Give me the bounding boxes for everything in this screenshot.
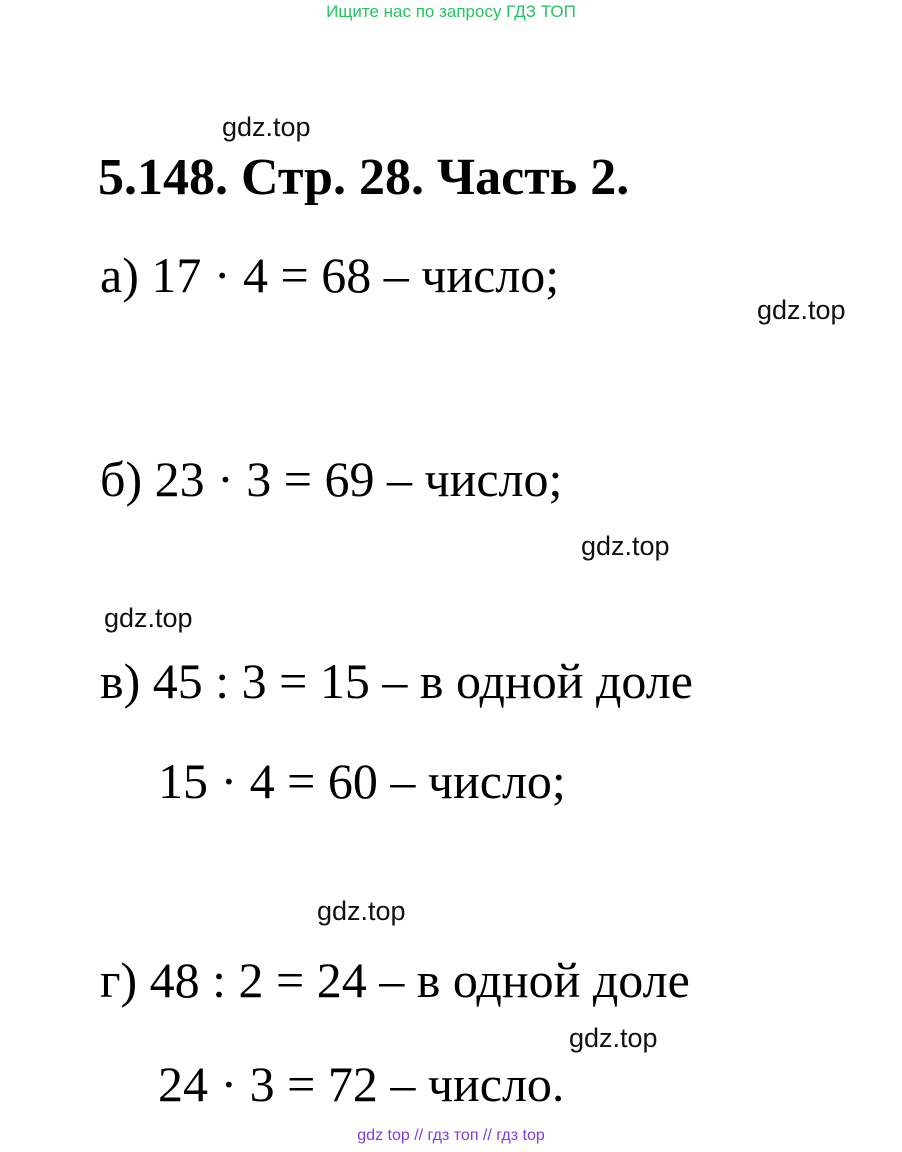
watermark: gdz.top bbox=[757, 295, 846, 325]
watermark: gdz.top bbox=[317, 896, 406, 926]
solution-line-g-1: г) 48 : 2 = 24 – в одной доле bbox=[100, 952, 690, 1008]
top-banner: Ищите нас по запросу ГДЗ ТОП bbox=[326, 2, 576, 21]
watermark: gdz.top bbox=[569, 1023, 658, 1053]
watermark: gdz.top bbox=[222, 112, 311, 142]
solution-line-v-2: 15 · 4 = 60 – число; bbox=[158, 753, 566, 809]
solution-line-a: а) 17 · 4 = 68 – число; bbox=[100, 247, 560, 303]
watermark: gdz.top bbox=[581, 531, 670, 561]
page-title: 5.148. Стр. 28. Часть 2. bbox=[98, 149, 630, 206]
footer-links: gdz top // гдз топ // гдз top bbox=[357, 1127, 545, 1144]
solution-line-b: б) 23 · 3 = 69 – число; bbox=[100, 451, 563, 507]
solution-line-g-2: 24 · 3 = 72 – число. bbox=[158, 1056, 565, 1112]
solution-line-v-1: в) 45 : 3 = 15 – в одной доле bbox=[100, 653, 693, 709]
watermark: gdz.top bbox=[104, 603, 193, 633]
